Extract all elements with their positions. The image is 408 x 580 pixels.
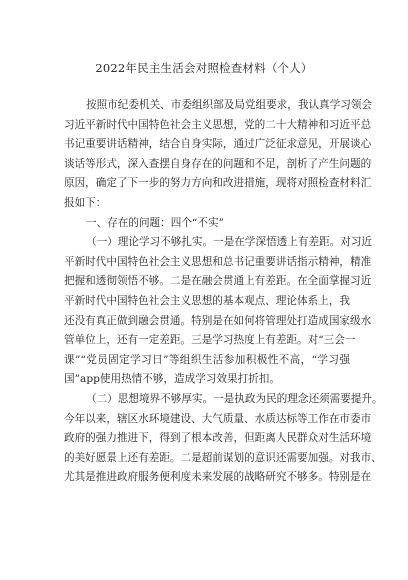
document-body bbox=[64, 96, 383, 488]
text-line: 谈话等形式，深入查摆自身存在的问题和不足，剖析了产生问题的 bbox=[64, 157, 372, 170]
text-line: 今年以来，辖区水环境建设、大气质量、水质达标等工作在市委市 bbox=[64, 412, 372, 425]
text-line: 国”app使用热情不够，造成学习效果打折扣。 bbox=[64, 373, 280, 386]
text-line: 一、存在的问题：四个“不实” bbox=[86, 216, 224, 229]
text-line: 尤其是推进政府服务便利度未来发展的战略研究不够多。特别是在 bbox=[64, 471, 372, 484]
text-line: 报如下： bbox=[64, 196, 107, 209]
text-line: 还没有真正做到融会贯通。特别是在如何将管理处打造成国家级水 bbox=[64, 314, 372, 327]
text-line: 的美好愿景上还有差距。二是超前谋划的意识还需要加强。对我市、 bbox=[64, 451, 382, 464]
text-line: 政府的强力推进下，得到了根本改善，但距离人民群众对生活环境 bbox=[64, 432, 372, 445]
text-line: 把握和透彻领悟不够。二是在融会贯通上有差距。在全面掌握习近 bbox=[64, 275, 372, 288]
text-line: （二）思想境界不够厚实。一是执政为民的理念还须需要提升。 bbox=[86, 392, 383, 405]
document-title: 2022年民主生活会对照检查材料（个人） bbox=[95, 61, 313, 75]
text-line: 课”“党员固定学习日”等组织生活参加积极性不高，“学习强 bbox=[64, 353, 350, 366]
text-line: 书记重要讲话精神，结合自身实际，通过广泛征求意见，开展谈心 bbox=[64, 138, 372, 151]
text-line: 平新时代中国特色社会主义思想的基本观点、理论体系上，我 bbox=[64, 294, 351, 307]
text-line: 按照市纪委机关、市委组织部及局党组要求，我认真学习领会 bbox=[86, 99, 373, 111]
text-line: （一）理论学习不够扎实。一是在学深悟透上有差距。对习近 bbox=[86, 236, 373, 249]
text-line: 管单位上，还有一定差距。三是学习热度上有差距。对“三会一 bbox=[64, 334, 356, 347]
text-line: 原因，确定了下一步的努力方向和改进措施，现将对照检查材料汇 bbox=[64, 177, 372, 190]
text-line: 平新时代中国特色社会主义思想和总书记重要讲话指示精神，精准 bbox=[64, 255, 372, 268]
text-line: 习近平新时代中国特色社会主义思想，党的二十大精神和习近平总 bbox=[64, 118, 372, 131]
